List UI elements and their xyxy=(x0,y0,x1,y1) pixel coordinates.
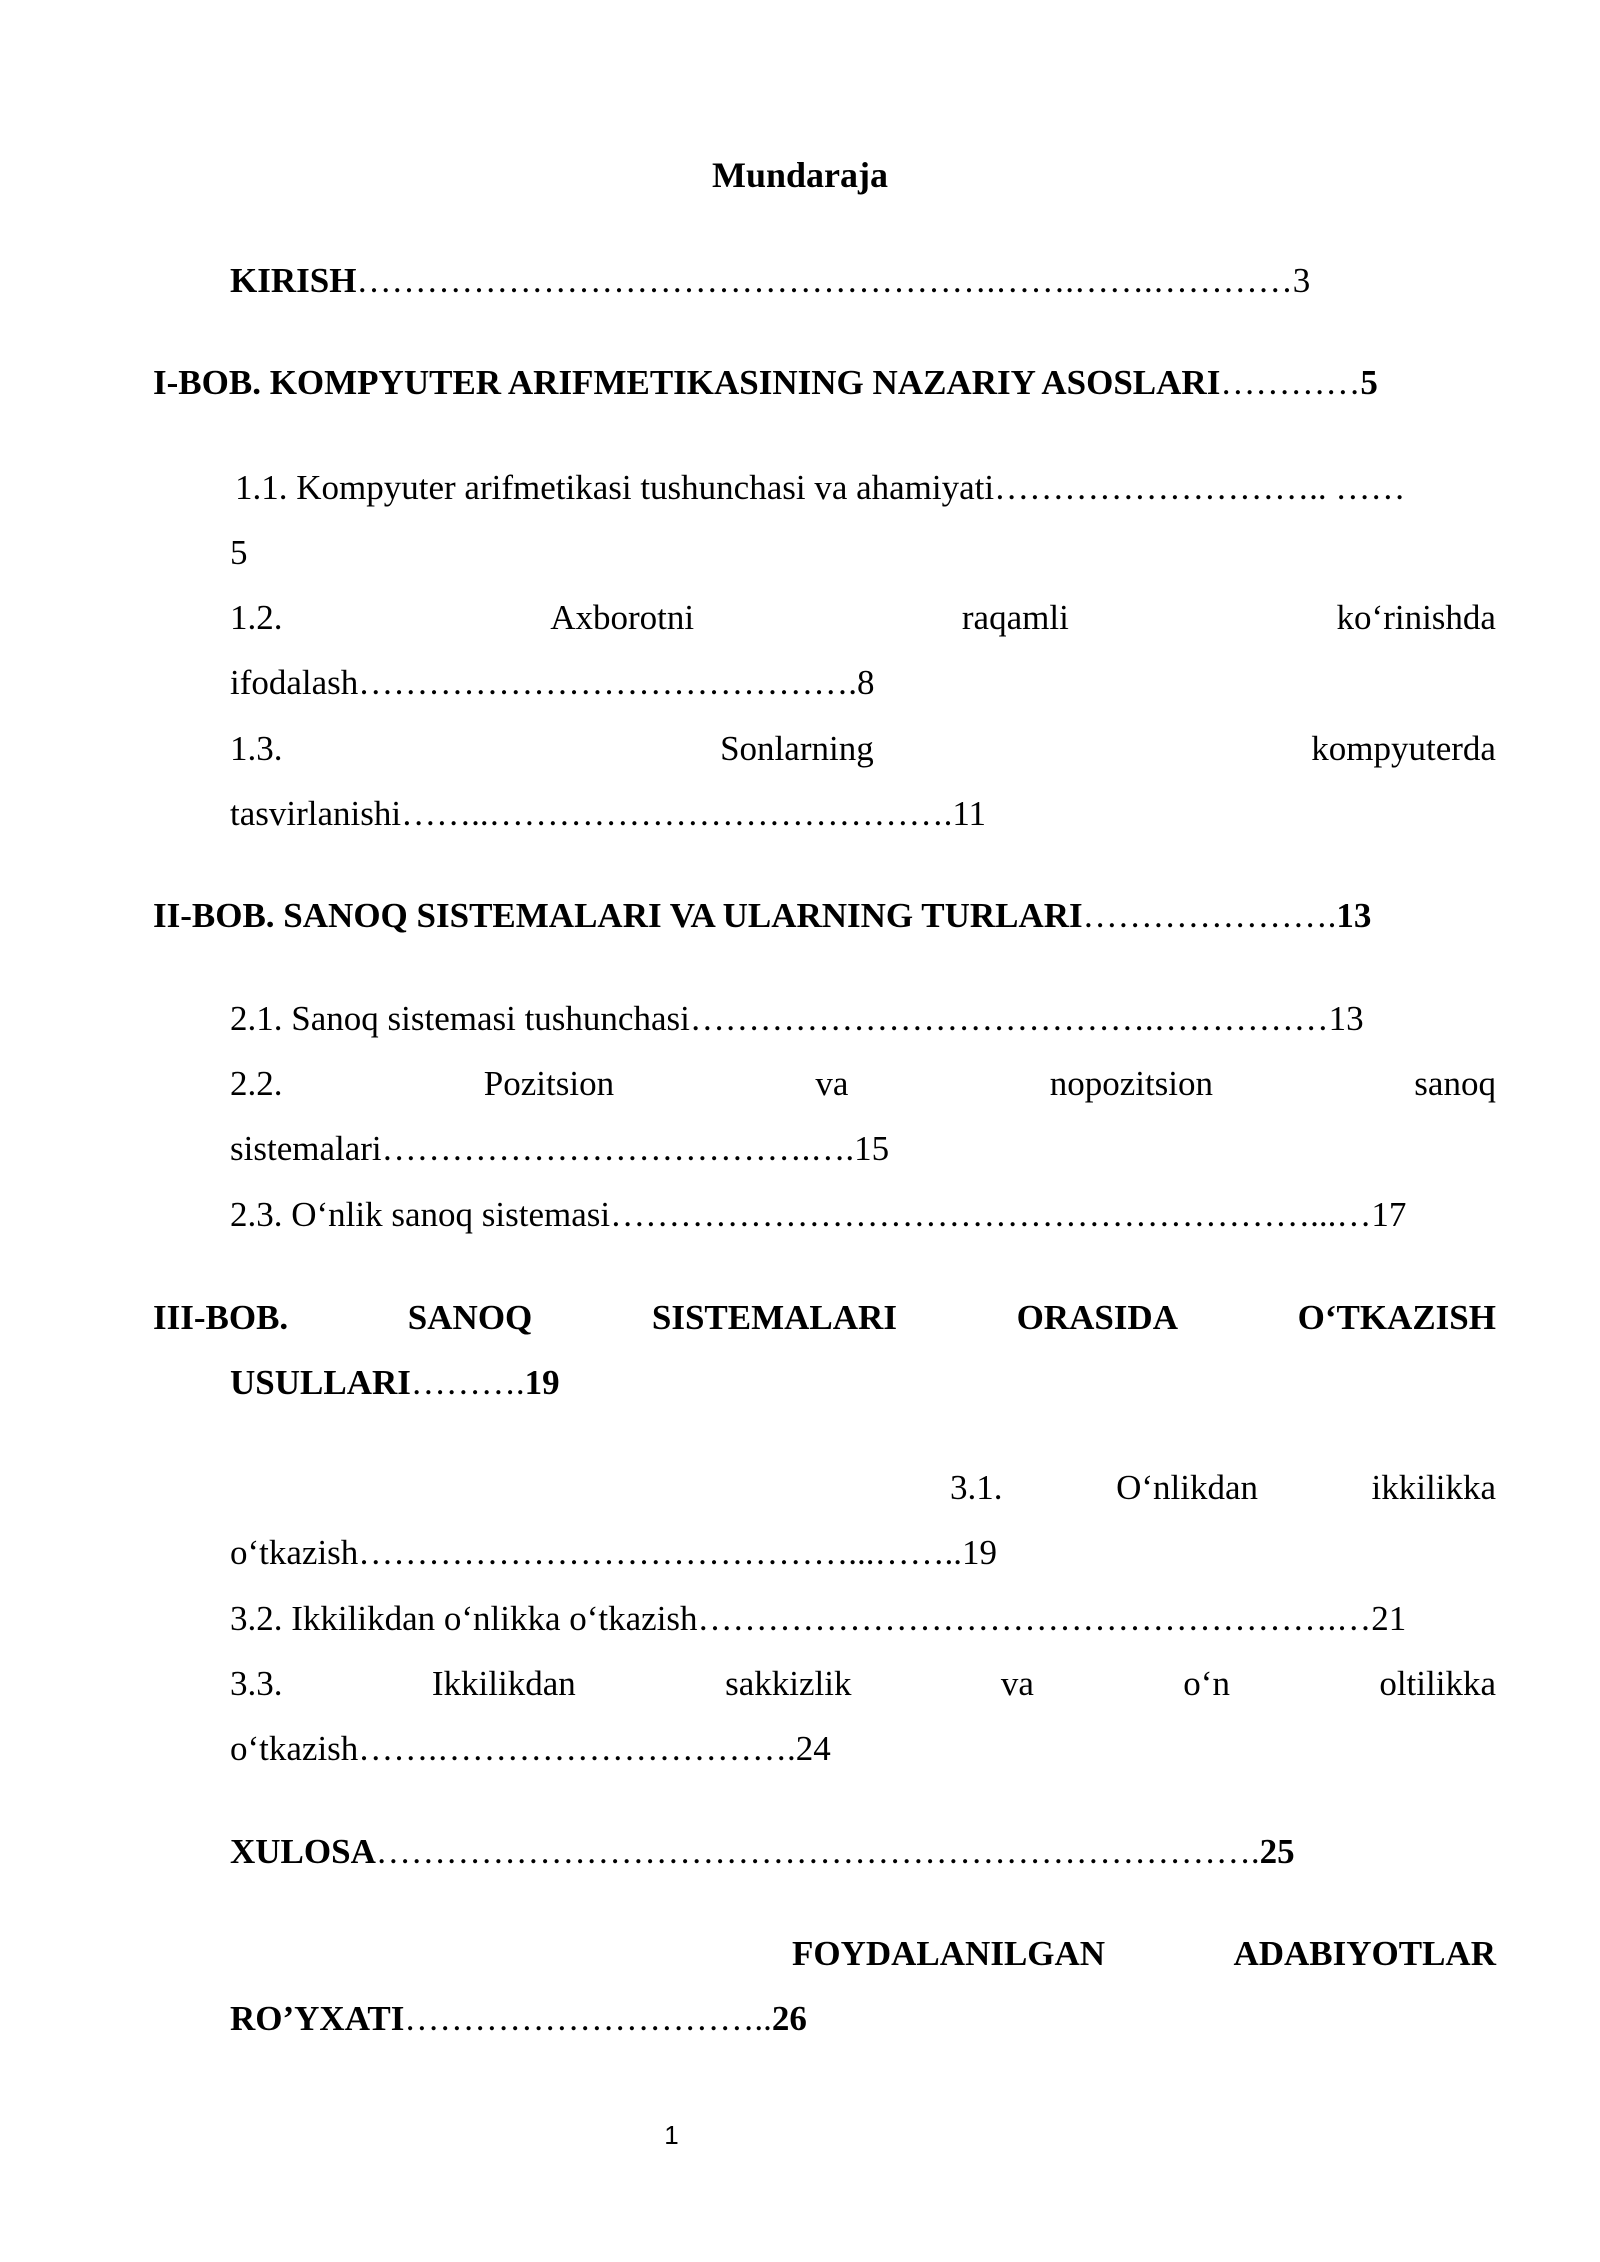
toc-word: ko‘rinishda xyxy=(1336,598,1496,637)
toc-entry-3-1-cont xyxy=(230,1535,997,1570)
toc-entry-2-1 xyxy=(230,1001,1364,1036)
toc-label: USULLARI xyxy=(230,1363,411,1402)
toc-dots: ………. xyxy=(410,1363,525,1402)
toc-page: 15 xyxy=(854,1129,890,1168)
toc-word: Axborotni xyxy=(550,598,695,637)
toc-entry-2-2 xyxy=(230,1066,1496,1101)
toc-word: III-BOB. xyxy=(153,1298,289,1337)
toc-dots: ………… xyxy=(1220,363,1361,402)
toc-word: FOYDALANILGAN xyxy=(792,1934,1106,1973)
toc-entry-xulosa xyxy=(230,1834,1295,1869)
toc-page: 21 xyxy=(1371,1599,1407,1638)
toc-page: 11 xyxy=(952,794,987,833)
toc-label: 2.1. Sanoq sistemasi tushunchasi xyxy=(230,999,690,1038)
toc-page: 24 xyxy=(795,1729,831,1768)
toc-word: Sonlarning xyxy=(720,729,874,768)
toc-dots: ……………………….. …… xyxy=(994,468,1406,507)
toc-dots: …….…………………………. xyxy=(358,1729,796,1768)
toc-entry-1-2-cont xyxy=(230,665,875,700)
toc-entry-chapter-3-cont xyxy=(230,1365,560,1400)
toc-label: sistemalari xyxy=(230,1129,382,1168)
toc-word: Pozitsion xyxy=(483,1064,615,1103)
toc-word: 1.2. xyxy=(230,598,283,637)
toc-word: 3.1. xyxy=(950,1468,1003,1507)
toc-entry-references-cont xyxy=(230,2001,807,2036)
toc-label: o‘tkazish xyxy=(230,1729,359,1768)
toc-label: XULOSA xyxy=(230,1832,376,1871)
toc-word: SISTEMALARI xyxy=(651,1298,897,1337)
toc-word: nopozitsion xyxy=(1049,1064,1214,1103)
toc-dots: ……………………………………………….…….…….………… xyxy=(356,261,1293,300)
toc-entry-1-3 xyxy=(230,731,1496,766)
toc-label: tasvirlanishi xyxy=(230,794,402,833)
toc-dots: ………………………………….…………… xyxy=(689,999,1329,1038)
toc-word: sanoq xyxy=(1414,1064,1496,1103)
toc-word: kompyuterda xyxy=(1311,729,1496,768)
toc-page: 5 xyxy=(1360,363,1378,402)
toc-page-1-1: 5 xyxy=(230,533,248,572)
toc-label: RO’YXATI xyxy=(230,1999,405,2038)
toc-word: va xyxy=(815,1064,849,1103)
toc-label: KIRISH xyxy=(230,261,357,300)
toc-dots: ……………………………………...…….. xyxy=(358,1533,963,1572)
toc-word: SANOQ xyxy=(407,1298,533,1337)
toc-entry-3-3 xyxy=(230,1666,1496,1701)
toc-dots: ……..…………………………………. xyxy=(401,794,953,833)
toc-page: 3 xyxy=(1292,261,1311,300)
toc-page: 13 xyxy=(1336,896,1372,935)
toc-word: o‘n xyxy=(1183,1664,1230,1703)
toc-dots: ……………………………………. xyxy=(358,663,858,702)
toc-word: ikkilikka xyxy=(1371,1468,1496,1507)
toc-label: o‘tkazish xyxy=(230,1533,359,1572)
toc-entry-3-1 xyxy=(950,1470,1496,1505)
toc-word: ADABIYOTLAR xyxy=(1233,1934,1496,1973)
toc-word: O‘TKAZISH xyxy=(1297,1298,1496,1337)
toc-label: ifodalash xyxy=(230,663,359,702)
toc-page: 17 xyxy=(1371,1195,1407,1234)
toc-word: 1.3. xyxy=(230,729,283,768)
toc-entry-chapter-1 xyxy=(153,365,1378,400)
toc-dots: …………………. xyxy=(1082,896,1337,935)
toc-word: O‘nlikdan xyxy=(1116,1468,1258,1507)
toc-label: 3.2. Ikkilikdan o‘nlikka o‘tkazish xyxy=(230,1599,698,1638)
toc-label: II-BOB. SANOQ SISTEMALARI VA ULARNING TURLARI xyxy=(153,896,1083,935)
toc-label: 2.3. O‘nlik sanoq sistemasi xyxy=(230,1195,611,1234)
toc-dots: ……………………………………………………...… xyxy=(610,1195,1372,1234)
toc-label: 1.1. Kompyuter arifmetikasi tushunchasi va ahamiyati xyxy=(235,468,995,507)
toc-label: I-BOB. KOMPYUTER ARIFMETIKASINING NAZARIY ASOSLARI xyxy=(153,363,1221,402)
toc-entry-chapter-3 xyxy=(153,1300,1496,1335)
toc-entry-chapter-2 xyxy=(153,898,1371,933)
toc-entry-3-3-cont xyxy=(230,1731,831,1766)
toc-page: 13 xyxy=(1328,999,1364,1038)
toc-page: 25 xyxy=(1259,1832,1295,1871)
toc-word: Ikkilikdan xyxy=(431,1664,576,1703)
toc-dots: …………………………………………………………………. xyxy=(375,1832,1260,1871)
toc-entry-2-3 xyxy=(230,1197,1406,1232)
toc-page: 26 xyxy=(771,1999,807,2038)
toc-entry-1-3-cont xyxy=(230,796,986,831)
toc-entry-3-2 xyxy=(230,1601,1406,1636)
toc-word: oltilikka xyxy=(1379,1664,1496,1703)
toc-entry-1-2 xyxy=(230,600,1496,635)
toc-entry-references xyxy=(792,1936,1496,1971)
page-title: Mundaraja xyxy=(711,155,888,195)
toc-entry-kirish xyxy=(230,263,1310,298)
toc-word: 3.3. xyxy=(230,1664,283,1703)
toc-dots: ……………………………………………….… xyxy=(697,1599,1372,1638)
toc-word: va xyxy=(1000,1664,1034,1703)
toc-word: raqamli xyxy=(961,598,1069,637)
toc-word: sakkizlik xyxy=(725,1664,852,1703)
toc-word: 2.2. xyxy=(230,1064,283,1103)
toc-word: ORASIDA xyxy=(1016,1298,1178,1337)
page-number: 1 xyxy=(664,2120,679,2150)
toc-entry-2-2-cont xyxy=(230,1131,889,1166)
toc-page: 19 xyxy=(962,1533,998,1572)
toc-page: 19 xyxy=(524,1363,560,1402)
toc-page: 8 xyxy=(857,663,875,702)
toc-dots: ………………………….. xyxy=(404,1999,772,2038)
toc-entry-1-1 xyxy=(235,470,1405,505)
toc-dots: ……………………………….…. xyxy=(381,1129,855,1168)
